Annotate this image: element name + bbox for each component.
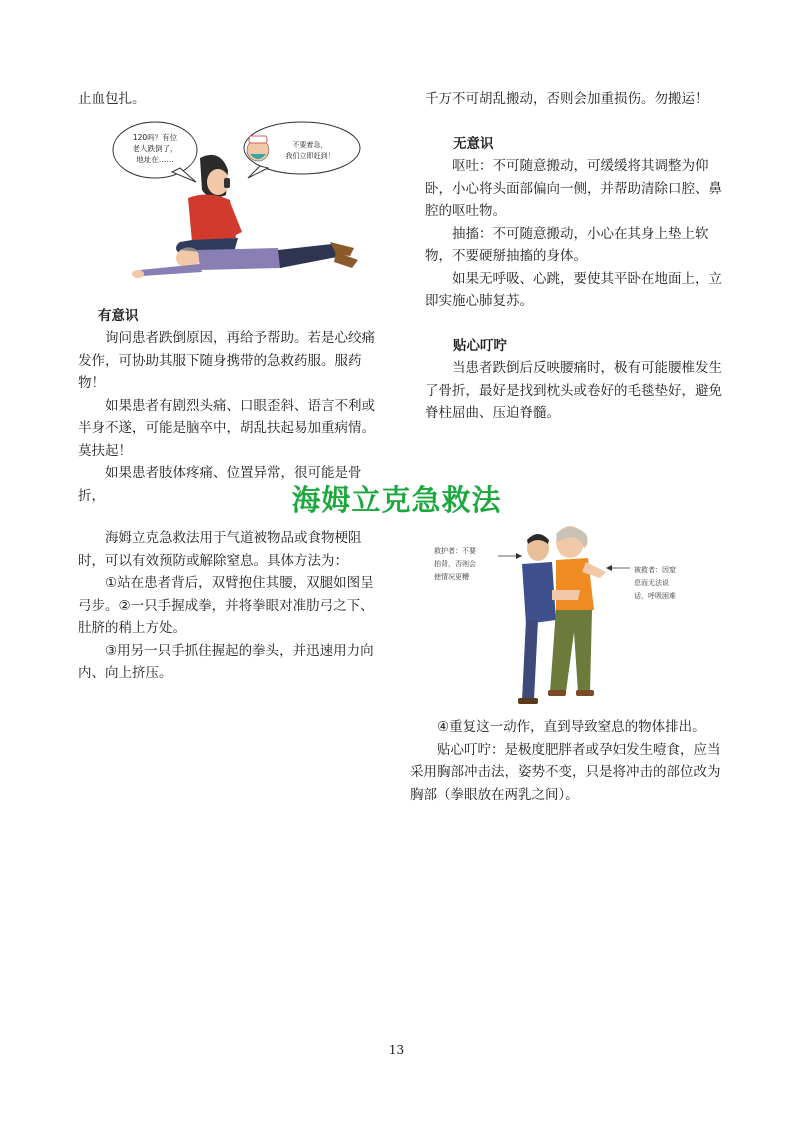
conscious-paragraph-3: 如果患者肢体疼痛、位置异常，很可能是骨折， xyxy=(78,465,362,504)
conscious-paragraph-2: 如果患者有剧烈头痛、口眼歪斜、语言不利或半身不遂，可能是脑卒中，胡乱扶起易加重病情。莫扶起！ xyxy=(78,397,375,459)
heimlich-paragraph-3: ③用另一只手抓住握起的拳头，并迅速用力向内、向上挤压。 xyxy=(78,642,374,681)
bubble-operator-line-1: 不要着急， xyxy=(292,141,328,149)
bubble-caller-line-2: 老人跌倒了， xyxy=(132,144,178,153)
seizure-paragraph: 抽搐：不可随意搬动，小心在其身上垫上软物，不要硬掰抽搐的身体。 xyxy=(425,225,709,264)
page-number: 13 xyxy=(388,1043,405,1057)
label-victim-line-3: 话，呼吸困难 xyxy=(634,592,676,600)
label-victim-line-2: 息而无法说 xyxy=(634,579,669,587)
bubble-operator-line-2: 我们立即赶到！ xyxy=(285,152,335,160)
label-rescuer-line-1: 救护者：不要 xyxy=(434,547,476,555)
fallen-elder-illustration xyxy=(110,120,370,290)
vomit-paragraph: 呕吐：不可随意搬动，可缓缓将其调整为仰卧，小心将头面部偏向一侧，并帮助清除口腔、鼻腔的呕吐物。 xyxy=(425,158,722,219)
right-column xyxy=(425,88,727,425)
intro-text: 止血包扎。 xyxy=(78,91,146,107)
cpr-paragraph: 如果无呼吸、心跳，要使其平卧在地面上，立即实施心肺复苏。 xyxy=(425,270,722,309)
heimlich-tip-paragraph: 贴心叮咛：是极度肥胖者或孕妇发生噎食，应当采用胸部冲击法，姿势不变，只是将冲击的部位改为胸部（拳眼放在两乳之间）。 xyxy=(410,741,721,803)
heading-tip: 贴心叮咛 xyxy=(453,337,507,354)
tip-paragraph: 当患者跌倒后反映腰痛时，极有可能腰椎发生了骨折，最好是找到枕头或卷好的毛毯垫好，避免脊柱屈曲、压迫脊髓。 xyxy=(425,360,722,421)
conscious-paragraph-1: 询问患者跌倒原因，再给予帮助。若是心绞痛发作，可协助其服下随身携带的急救药服。服药物！ xyxy=(78,330,375,391)
label-rescuer-line-3: 使情况更糟 xyxy=(434,573,469,581)
label-rescuer-line-2: 拍背，否则会 xyxy=(434,560,476,568)
label-victim-line-1: 被救者：因窒 xyxy=(634,566,676,574)
heading-unconscious: 无意识 xyxy=(453,135,494,152)
heimlich-illustration xyxy=(430,520,700,705)
heimlich-left-column xyxy=(78,527,383,685)
heading-conscious: 有意识 xyxy=(98,307,139,324)
no-move-text: 千万不可胡乱搬动，否则会加重损伤。勿搬运！ xyxy=(425,91,709,107)
bubble-caller-line-3: 地址在…… xyxy=(136,155,174,164)
heimlich-paragraph-2: ①站在患者背后，双臂抱住其腰，双腿如图呈弓步。②一只手握成拳，并将拳眼对准肋弓之下、肚脐的稍上方处。 xyxy=(78,575,374,636)
heimlich-right-column xyxy=(410,716,730,806)
bubble-caller-line-1: 120吗？有位 xyxy=(132,133,178,142)
heimlich-paragraph-4: ④重复这一动作，直到导致窒息的物体排出。 xyxy=(437,719,706,735)
section-title: 海姆立克急救法 xyxy=(291,483,502,517)
heimlich-paragraph-1: 海姆立克急救法用于气道被物品或食物梗阻时，可以有效预防或解除窒息。具体方法为： xyxy=(78,530,362,569)
